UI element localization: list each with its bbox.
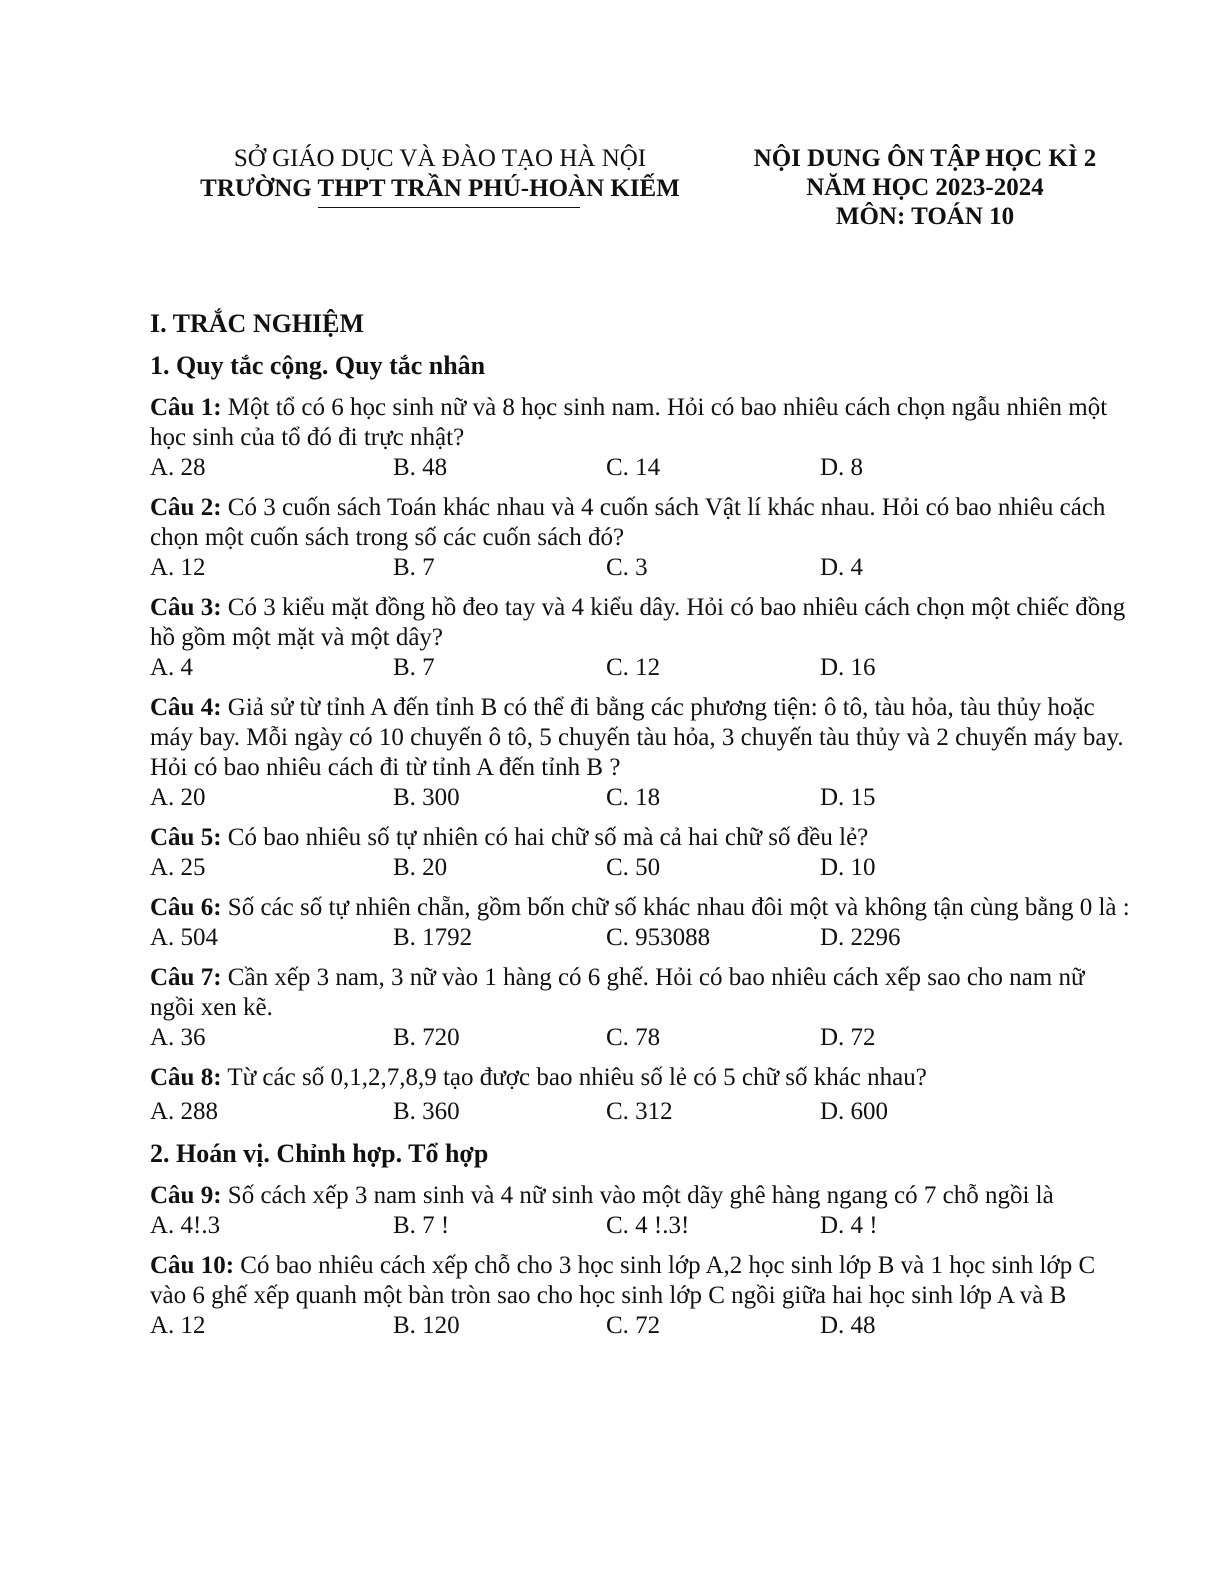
answer-options — [150, 1023, 1130, 1053]
answer-options — [150, 553, 1130, 583]
question-label: Câu 7: — [150, 964, 222, 991]
question — [150, 393, 1130, 483]
answer-option: A. 288 — [150, 1098, 219, 1125]
answer-option: C. 14 — [606, 454, 661, 481]
question — [150, 1251, 1130, 1341]
question — [150, 693, 1130, 813]
answer-options — [150, 853, 1130, 883]
question — [150, 1181, 1130, 1241]
answer-option: B. 720 — [393, 1024, 460, 1051]
question-text — [150, 1063, 1130, 1093]
question-body: Số các số tự nhiên chẵn, gồm bốn chữ số khác nhau đôi một và không tận cùng bằng 0 là : — [227, 894, 1130, 921]
answer-option: C. 4 !.3! — [606, 1212, 690, 1239]
question-text — [150, 823, 1130, 853]
answer-option: A. 36 — [150, 1024, 206, 1051]
question — [150, 893, 1130, 953]
document-body — [150, 307, 1130, 1351]
question-label: Câu 1: — [150, 394, 222, 421]
question-text — [150, 493, 1130, 553]
answer-option: A. 12 — [150, 1312, 206, 1339]
answer-option: B. 7 ! — [393, 1212, 450, 1239]
answer-option: A. 12 — [150, 554, 206, 581]
answer-option: A. 504 — [150, 924, 219, 951]
question-label: Câu 4: — [150, 694, 222, 721]
subject: MÔN: TOÁN 10 — [835, 203, 1015, 230]
answer-option: A. 20 — [150, 784, 206, 811]
question-label: Câu 8: — [150, 1064, 222, 1091]
school-year: NĂM HỌC 2023-2024 — [806, 174, 1044, 201]
question-text — [150, 593, 1130, 653]
answer-option: C. 3 — [606, 554, 648, 581]
answer-option: A. 25 — [150, 854, 206, 881]
answer-option: C. 72 — [606, 1312, 661, 1339]
answer-options — [150, 1211, 1130, 1241]
question-body: Từ các số 0,1,2,7,8,9 tạo được bao nhiêu số lẻ có 5 chữ số khác nhau? — [227, 1064, 927, 1091]
answer-option: C. 78 — [606, 1024, 661, 1051]
question-text — [150, 1251, 1130, 1311]
answer-options — [150, 783, 1130, 813]
answer-option: B. 48 — [393, 454, 448, 481]
answer-options — [150, 923, 1130, 953]
answer-option: C. 18 — [606, 784, 661, 811]
question-body: Có 3 kiểu mặt đồng hồ đeo tay và 4 kiểu dây. Hỏi có bao nhiêu cách chọn một chiếc đồng hồ gồm một mặt và một dây? — [150, 594, 1126, 651]
school-name-underline — [318, 207, 580, 208]
question-text — [150, 963, 1130, 1023]
question-body: Số cách xếp 3 nam sinh và 4 nữ sinh vào một dãy ghê hàng ngang có 7 chỗ ngồi là — [227, 1182, 1054, 1209]
answer-option: B. 20 — [393, 854, 448, 881]
header-right — [735, 144, 1115, 231]
section-title: 2. Hoán vị. Chỉnh hợp. Tổ hợp — [150, 1139, 489, 1168]
answer-option: A. 28 — [150, 454, 206, 481]
answer-option: D. 4 ! — [820, 1212, 878, 1239]
answer-option: B. 7 — [393, 554, 435, 581]
question-body: Có bao nhiêu số tự nhiên có hai chữ số mà cả hai chữ số đều lẻ? — [227, 824, 869, 851]
answer-option: D. 4 — [820, 554, 864, 581]
question-text — [150, 393, 1130, 453]
question — [150, 493, 1130, 583]
question-body: Có 3 cuốn sách Toán khác nhau và 4 cuốn sách Vật lí khác nhau. Hỏi có bao nhiêu cách chọn một cuốn sách trong số các cuốn sách đó? — [150, 494, 1106, 551]
question — [150, 963, 1130, 1053]
answer-option: B. 7 — [393, 654, 435, 681]
answer-option: B. 120 — [393, 1312, 460, 1339]
answer-option: A. 4 — [150, 654, 194, 681]
question — [150, 1063, 1130, 1127]
question — [150, 823, 1130, 883]
question-text — [150, 1181, 1130, 1211]
answer-option: D. 48 — [820, 1312, 876, 1339]
question-label: Câu 3: — [150, 594, 222, 621]
answer-option: D. 16 — [820, 654, 876, 681]
answer-options — [150, 453, 1130, 483]
answer-option: B. 1792 — [393, 924, 473, 951]
answer-option: A. 4!.3 — [150, 1212, 221, 1239]
answer-options — [150, 653, 1130, 683]
question-body: Một tổ có 6 học sinh nữ và 8 học sinh nam. Hỏi có bao nhiêu cách chọn ngẫu nhiên một học sinh của tổ đó đi trực nhật? — [150, 394, 1108, 451]
answer-options — [150, 1311, 1130, 1341]
answer-option: C. 312 — [606, 1098, 673, 1125]
part-title: I. TRẮC NGHIỆM — [150, 309, 365, 338]
section-title: 1. Quy tắc cộng. Quy tắc nhân — [150, 351, 486, 380]
question-label: Câu 2: — [150, 494, 222, 521]
question-label: Câu 5: — [150, 824, 222, 851]
question-text — [150, 693, 1130, 783]
department-name: SỞ GIÁO DỤC VÀ ĐÀO TẠO HÀ NỘI — [233, 145, 647, 172]
answer-option: C. 12 — [606, 654, 661, 681]
answer-option: D. 600 — [820, 1098, 889, 1125]
answer-option: D. 72 — [820, 1024, 876, 1051]
answer-option: D. 2296 — [820, 924, 901, 951]
question-label: Câu 10: — [150, 1252, 235, 1279]
question — [150, 593, 1130, 683]
answer-option: C. 953088 — [606, 924, 711, 951]
question-text — [150, 893, 1130, 923]
question-body: Giả sử từ tỉnh A đến tỉnh B có thể đi bằng các phương tiện: ô tô, tàu hỏa, tàu thủy hoặc máy bay. Mỗi ngày có 10 chuyến ô tô, 5 chuyến tàu hỏa, 3 chuyến tàu thủy và 2 chuyến máy bay. Hỏi có bao nhiêu cách đi từ tỉnh A đến tỉnh B ? — [150, 694, 1124, 781]
answer-option: B. 360 — [393, 1098, 460, 1125]
answer-options — [150, 1097, 1130, 1127]
answer-option: D. 10 — [820, 854, 876, 881]
question-body: Cần xếp 3 nam, 3 nữ vào 1 hàng có 6 ghế. Hỏi có bao nhiêu cách xếp sao cho nam nữ ngồi xen kẽ. — [150, 964, 1085, 1021]
header-left — [150, 144, 730, 204]
document-title: NỘI DUNG ÔN TẬP HỌC KÌ 2 — [753, 145, 1097, 172]
question-label: Câu 6: — [150, 894, 222, 921]
question-body: Có bao nhiêu cách xếp chỗ cho 3 học sinh lớp A,2 học sinh lớp B và 1 học sinh lớp C vào 6 ghế xếp quanh một bàn tròn sao cho học sinh lớp C ngồi giữa hai học sinh lớp A và B — [150, 1252, 1096, 1309]
answer-option: C. 50 — [606, 854, 661, 881]
answer-option: B. 300 — [393, 784, 460, 811]
answer-option: D. 15 — [820, 784, 876, 811]
answer-option: D. 8 — [820, 454, 864, 481]
school-name: TRƯỜNG THPT TRẦN PHÚ-HOÀN KIẾM — [200, 175, 680, 202]
question-label: Câu 9: — [150, 1182, 222, 1209]
